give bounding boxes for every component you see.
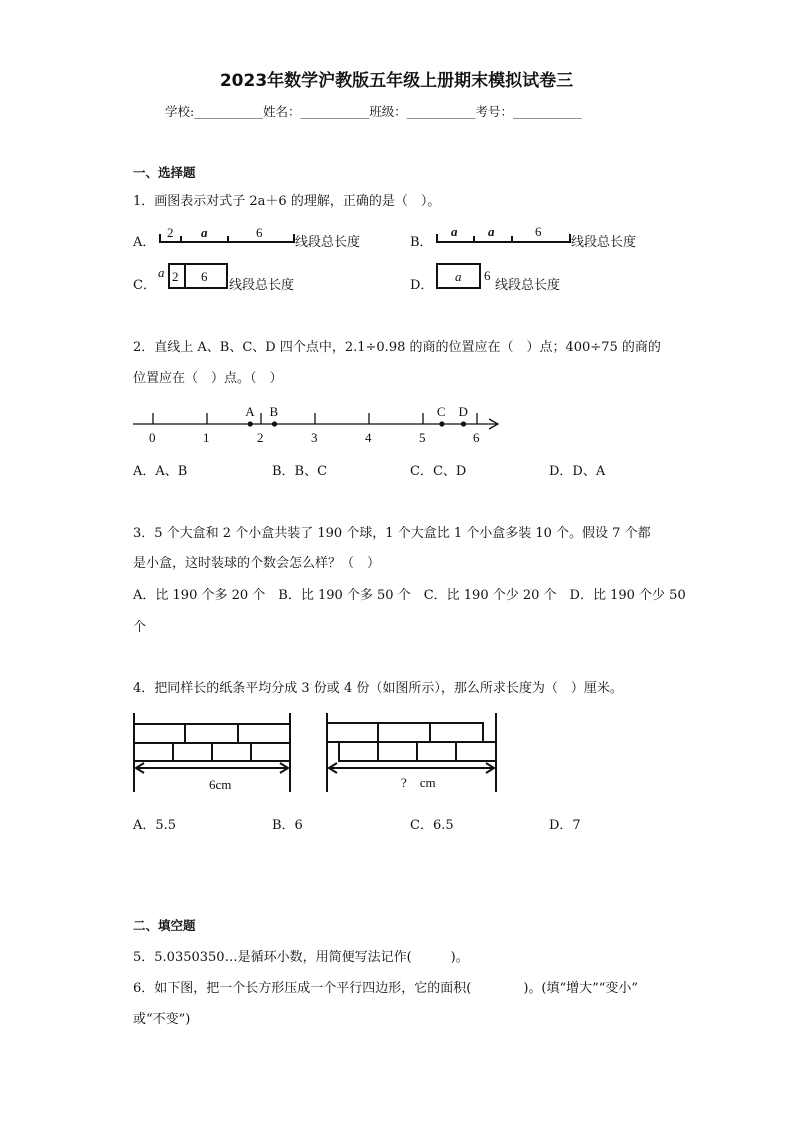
tick-label: 1 (203, 430, 210, 445)
q1-b-suffix: 线段总长度 (571, 235, 637, 250)
q2-option-c[interactable]: C．C、D (410, 464, 467, 479)
q1-a-label-6: 6 (256, 225, 263, 240)
q1-c-label-a: a (158, 265, 165, 280)
point-label: D (458, 404, 468, 419)
question-2-line2: 位置应在（ ）点。（ ） (133, 371, 283, 386)
question-3-line1: 3．5 个大盒和 2 个小盒共装了 190 个球，1 个大盒比 1 个小盒多装 10 个。假设 7 个都 (133, 526, 651, 541)
q4-option-c[interactable]: C．6.5 (410, 818, 454, 833)
q2-option-a[interactable]: A．A、B (133, 464, 188, 479)
tick-label: 0 (149, 430, 156, 445)
q3-options-wrap: 个 (133, 620, 147, 635)
q4-right-length-label: ? cm (401, 775, 436, 790)
q2-option-d[interactable]: D．D、A (549, 464, 606, 479)
q1-b-label-6: 6 (535, 224, 542, 239)
q1-c-label-6: 6 (201, 269, 208, 284)
point-label: B (269, 404, 279, 419)
tick-label: 3 (311, 430, 318, 445)
q1-b-label-a2: a (488, 224, 495, 239)
student-info-line: 学校:___________姓名：___________班级：___________考号：___________ (165, 104, 582, 119)
q1-a-label-2: 2 (167, 225, 174, 240)
question-6-line2: 或“不变”) (133, 1012, 191, 1027)
tick-label: 5 (419, 430, 426, 445)
q1-d-label-6: 6 (484, 268, 491, 283)
question-6-line1: 6．如下图，把一个长方形压成一个平行四边形，它的面积( )。(填“增大”“变小” (133, 981, 639, 996)
q1-a-label-a: a (201, 225, 208, 240)
q1-option-c-label: C． (133, 278, 156, 293)
q2-option-b[interactable]: B．B、C (272, 464, 328, 479)
section-heading-fill: 二、填空题 (133, 918, 196, 933)
q4-left-length-label: 6cm (209, 777, 232, 792)
q4-option-d[interactable]: D．7 (549, 818, 581, 833)
q1-option-a-label: A． (133, 235, 156, 250)
q1-b-label-a1: a (451, 224, 458, 239)
q1-d-label-a: a (455, 269, 462, 284)
q1-option-d-label: D． (410, 278, 434, 293)
q3-options[interactable]: A．比 190 个多 20 个 B．比 190 个多 50 个 C．比 190 个少 20 个 D．比 190 个少 50 (133, 588, 686, 603)
q1-d-suffix: 线段总长度 (495, 278, 561, 293)
tick-label: 6 (473, 430, 480, 445)
question-3-line2: 是小盒，这时装球的个数会怎么样？（ ） (133, 556, 381, 571)
question-2-line1: 2．直线上 A、B、C、D 四个点中，2.1÷0.98 的商的位置应在（ ）点；400÷75 的商的 (133, 340, 661, 355)
question-4-text: 4．把同样长的纸条平均分成 3 份或 4 份（如图所示），那么所求长度为（ ）厘米。 (133, 681, 623, 696)
q4-option-b[interactable]: B．6 (272, 818, 303, 833)
q1-a-suffix: 线段总长度 (295, 235, 361, 250)
page-title: 2023年数学沪教版五年级上册期末模拟试卷三 (219, 71, 574, 91)
tick-label: 4 (365, 430, 372, 445)
point-label: C (436, 404, 446, 419)
section-heading-choice: 一、选择题 (133, 165, 196, 180)
tick-label: 2 (257, 430, 264, 445)
q1-c-label-2: 2 (172, 269, 179, 284)
q4-option-a[interactable]: A．5.5 (133, 818, 177, 833)
question-1-text: 1．画图表示对式子 2a＋6 的理解，正确的是（ ）。 (133, 194, 441, 209)
q1-option-b-label: B． (410, 235, 433, 250)
q1-c-suffix: 线段总长度 (229, 278, 295, 293)
question-5-text: 5．5.0350350…是循环小数，用简便写法记作( )。 (133, 950, 469, 965)
point-label: A (245, 404, 255, 419)
